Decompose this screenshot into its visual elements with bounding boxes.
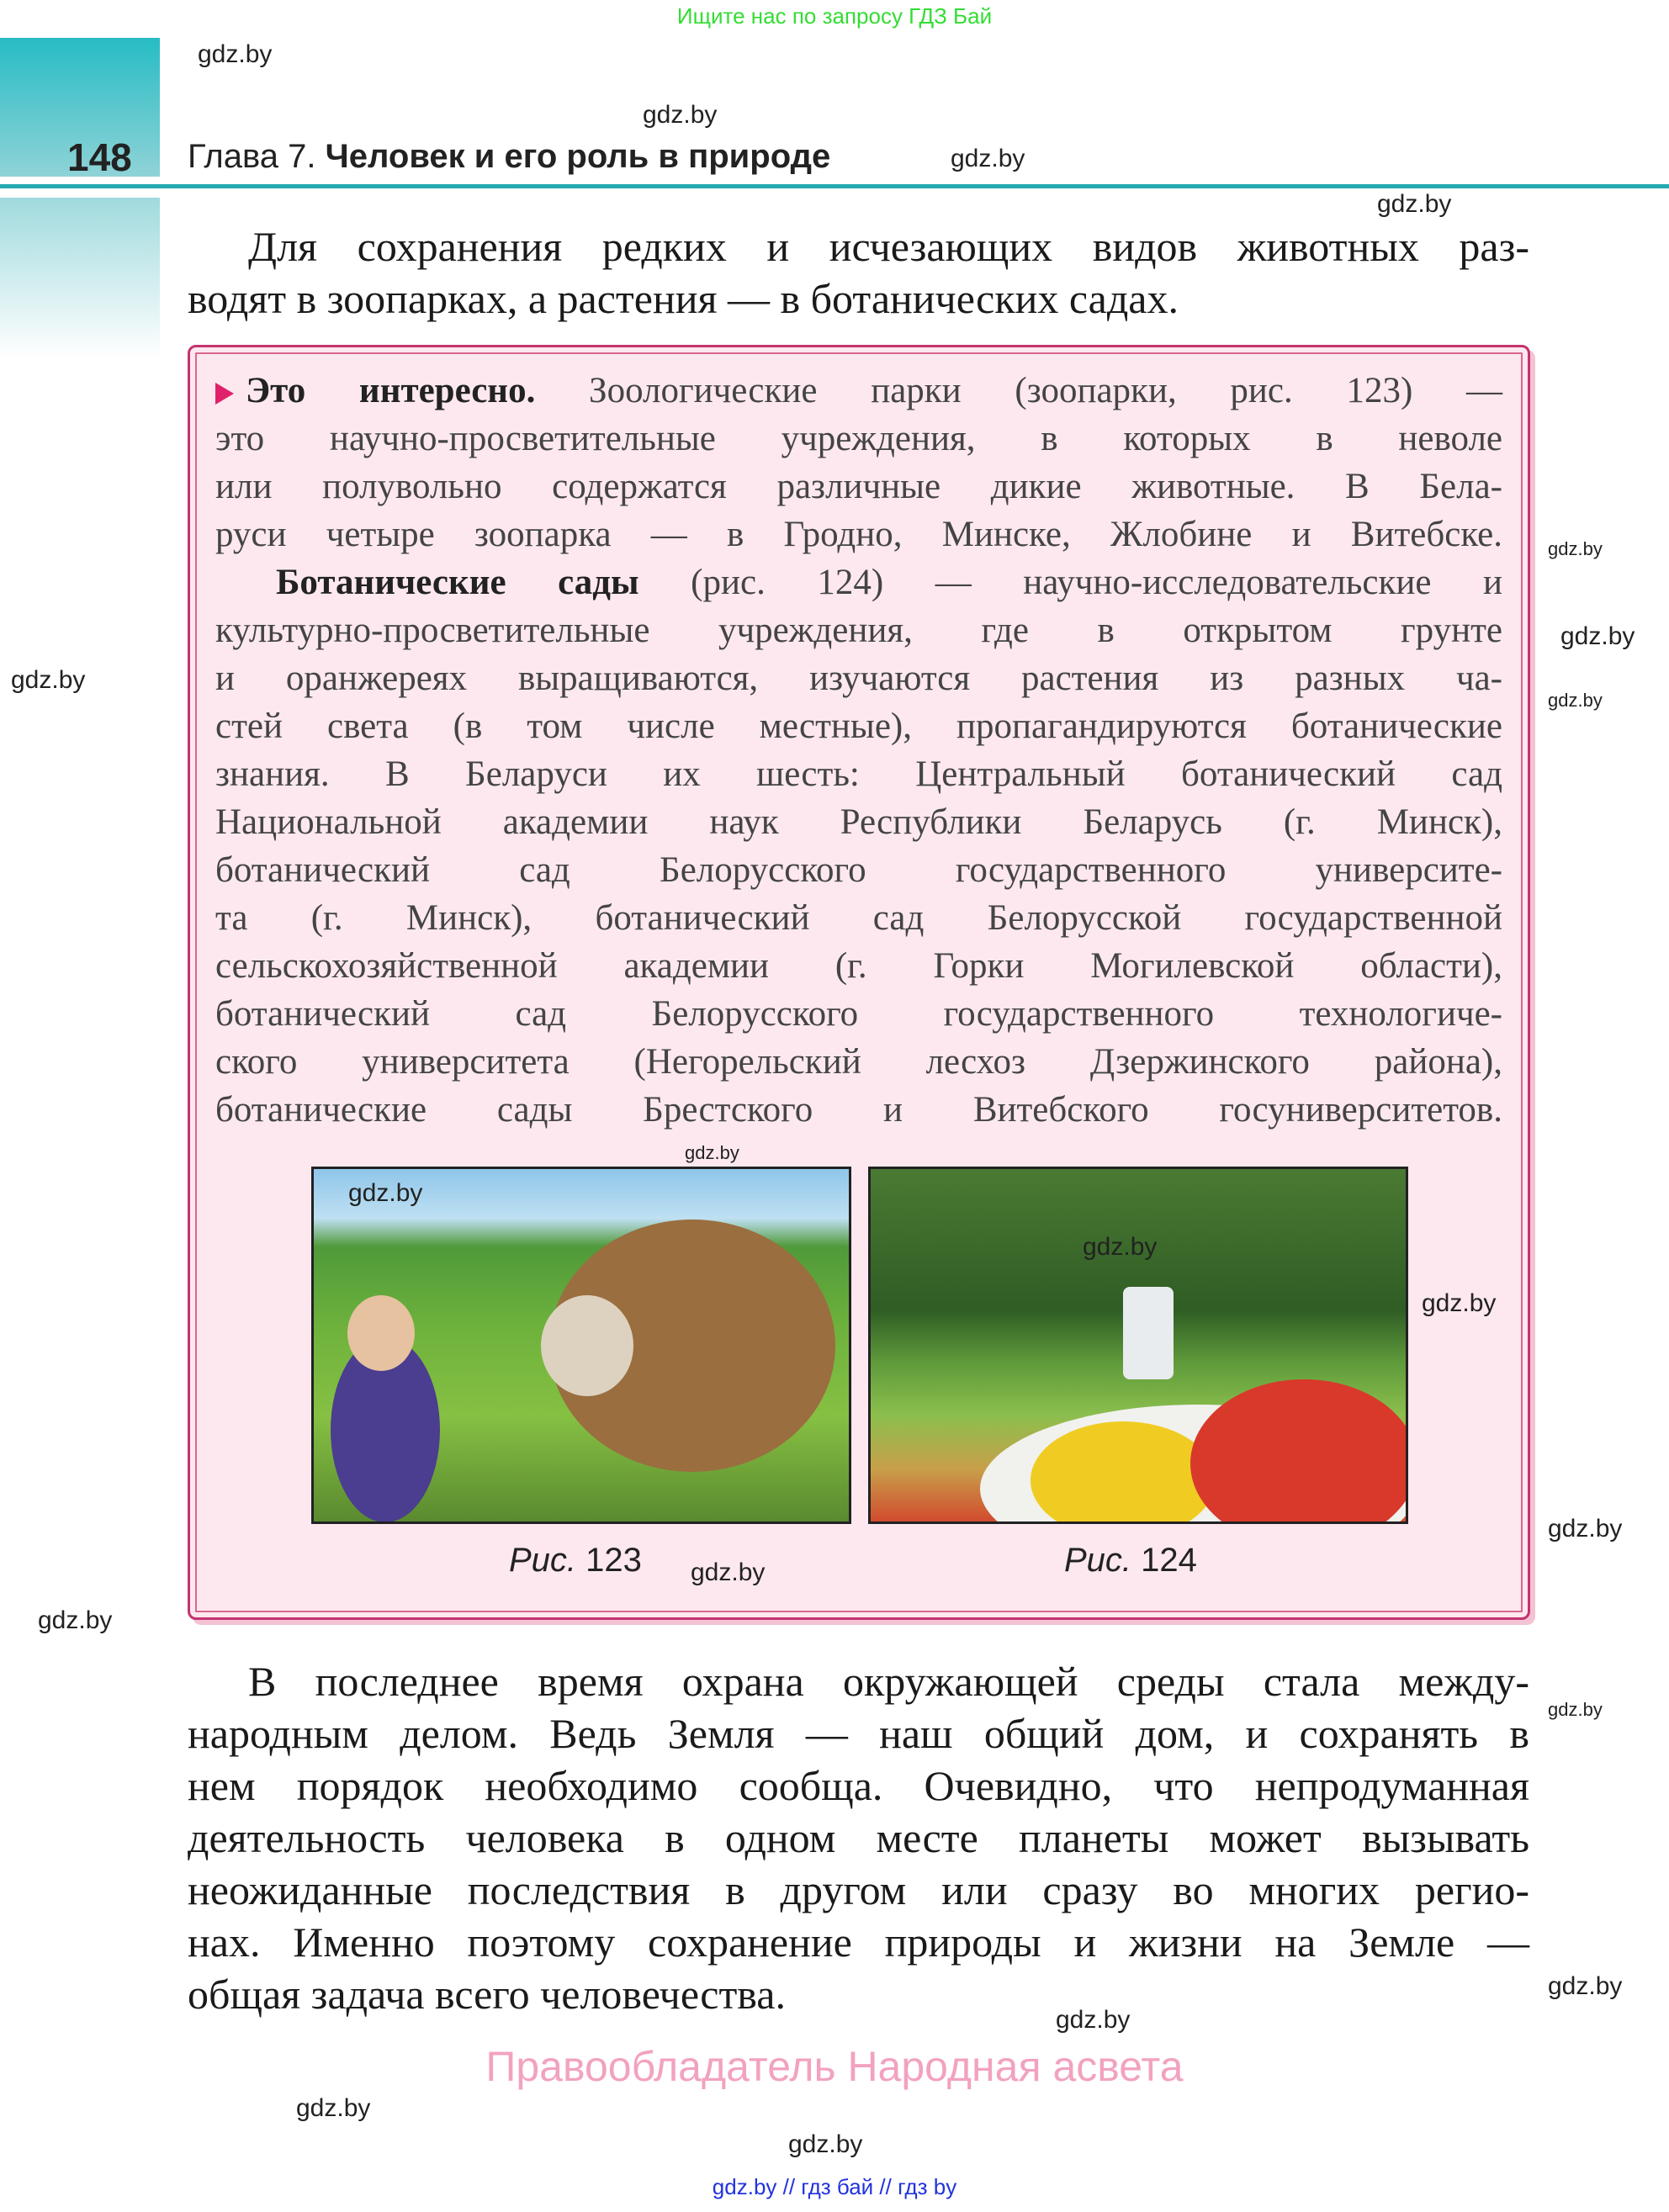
search-hint-banner: Ищите нас по запросу ГДЗ Бай [676, 3, 993, 29]
camel-head [541, 1295, 633, 1396]
watermark: gdz.by [11, 666, 86, 694]
watermark: gdz.by [1422, 1289, 1497, 1317]
watermark: gdz.by [685, 1142, 739, 1163]
watermark: gdz.by [38, 1606, 113, 1634]
text-line: ботанические сады Брестского и Витебского госуниверситетов. [215, 1090, 1502, 1130]
watermark: gdz.by [348, 1179, 423, 1207]
chapter-title: Человек и его роль в природе [325, 138, 831, 175]
watermark: gdz.by [198, 40, 273, 68]
text-line: водят в зоопарках, а растения — в ботанических садах. [188, 275, 1179, 322]
text-line: та (г. Минск), ботанический сад Белорусской государственной [215, 898, 1502, 938]
photo-botanical-garden [868, 1167, 1408, 1524]
watermark: gdz.by [1548, 538, 1603, 559]
chapter-heading [188, 138, 830, 176]
text-line: общая задача всего человечества. [188, 1971, 786, 2018]
red-flowers [1190, 1379, 1408, 1524]
text-line: деятельность человека в одном месте планеты может вызывать [188, 1814, 1529, 1861]
chapter-prefix: Глава 7. [188, 138, 316, 175]
photo-zoo-camels [311, 1167, 851, 1524]
figure-caption-124: Рис. 124 [1064, 1542, 1197, 1579]
margin-gradient-block [0, 198, 160, 357]
text-line: ботанический сад Белорусского государственного технологиче- [215, 994, 1502, 1034]
watermark: gdz.by [1548, 690, 1603, 711]
watermark: gdz.by [788, 2130, 863, 2158]
footer-links[interactable]: gdz.by // гдз бай // гдз by [712, 2174, 957, 2199]
text-line: стей света (в том числе местные), пропагандируются ботанические [215, 706, 1502, 746]
text-line: В последнее время охрана окружающей среды стала между- [248, 1658, 1529, 1705]
closing-paragraph [188, 1655, 1529, 2020]
text-line: культурно-просветительные учреждения, где в открытом грунте [215, 611, 1502, 650]
text-line: ботанический сад Белорусского государственного университе- [215, 850, 1502, 890]
watermark: gdz.by [1548, 1972, 1623, 2000]
text-line: и оранжереях выращиваются, изучаются растения из разных ча- [215, 659, 1502, 698]
page-number: 148 [67, 135, 132, 179]
child-head [347, 1295, 415, 1371]
watermark: gdz.by [1548, 1699, 1603, 1720]
watermark: gdz.by [951, 145, 1025, 172]
triangle-marker-icon [215, 383, 234, 405]
text-line: Национальной академии наук Республики Беларусь (г. Минск), [215, 802, 1502, 842]
watermark: gdz.by [1056, 2006, 1131, 2034]
header-divider [0, 184, 1669, 188]
figure-caption-123: Рис. 123 [509, 1542, 642, 1579]
intro-paragraph [188, 220, 1529, 325]
watermark: gdz.by [1560, 622, 1635, 650]
watermark: gdz.by [691, 1558, 766, 1586]
text-line: Ботанические сады (рис. 124) — научно-исследовательские и [276, 563, 1502, 602]
gazebo [1123, 1287, 1174, 1379]
text-line: сельскохозяйственной академии (г. Горки Могилевской области), [215, 946, 1502, 986]
copyright-notice: Правообладатель Народная асвета [485, 2043, 1184, 2090]
watermark: gdz.by [1083, 1233, 1158, 1261]
text-line: нем порядок необходимо сообща. Очевидно, что непродуманная [188, 1762, 1529, 1809]
interesting-fact-text [215, 367, 1502, 1134]
text-line: Для сохранения редких и исчезающих видов животных раз- [248, 223, 1529, 270]
watermark: gdz.by [1377, 190, 1452, 218]
watermark: gdz.by [1548, 1515, 1623, 1543]
text-line: ского университета (Негорельский лесхоз Дзержинского района), [215, 1042, 1502, 1082]
text-line: нах. Именно поэтому сохранение природы и жизни на Земле — [188, 1918, 1529, 1966]
text-line: народным делом. Ведь Земля — наш общий дом, и сохранять в [188, 1710, 1529, 1757]
text-line: неожиданные последствия в другом или сразу во многих регио- [188, 1866, 1529, 1913]
watermark: gdz.by [643, 101, 718, 129]
text-line: это научно-просветительные учреждения, в которых в неволе [215, 419, 1502, 458]
text-line: или полувольно содержатся различные дикие животные. В Бела- [215, 467, 1502, 506]
watermark: gdz.by [296, 2094, 371, 2122]
text-line: знания. В Беларуси их шесть: Центральный ботанический сад [215, 754, 1502, 794]
text-line: руси четыре зоопарка — в Гродно, Минске, Жлобине и Витебске. [215, 515, 1502, 554]
box-label: Это интересно. [246, 371, 536, 410]
text-line: Это интересно. Зоологические парки (зоопарки, рис. 123) — [215, 367, 1502, 415]
